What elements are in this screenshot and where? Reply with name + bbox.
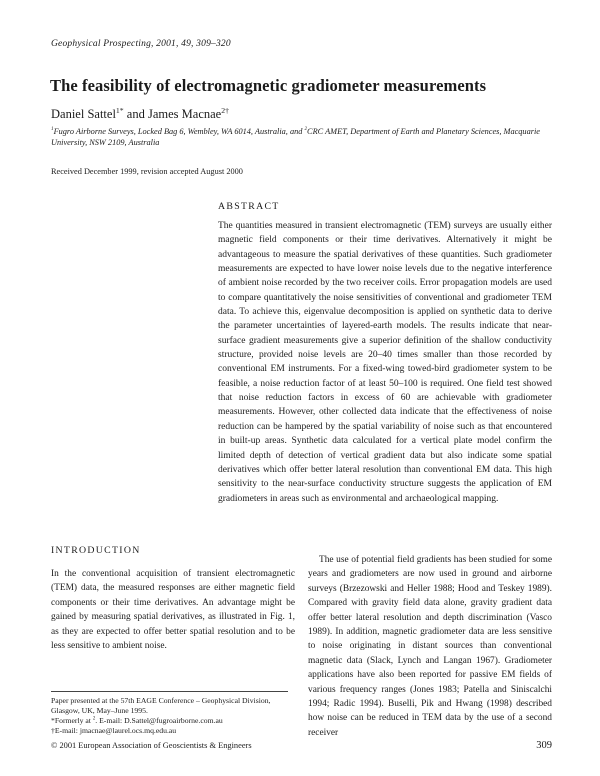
page-footer <box>51 740 552 751</box>
introduction-paragraph-1: In the conventional acquisition of transient electromagnetic (TEM) data, the measured responses are either magnetic field components or their time derivatives. An advantage might be gained by measuring spatial derivatives, as illustrated in Fig. 1, as they are expected to offer better spatial resolution and to be less sensitive to ambient noise. <box>51 569 295 652</box>
authors-joiner: and <box>123 107 148 121</box>
abstract-section <box>218 201 552 506</box>
author-1-name: Daniel Sattel <box>51 107 116 121</box>
authors-line <box>51 107 229 122</box>
footnote-affiliation-mark: 2 <box>92 716 96 722</box>
author-2-affiliation-mark: 2† <box>221 105 229 115</box>
received-dates: Received December 1999, revision accepted August 2000 <box>51 167 243 176</box>
introduction-heading: INTRODUCTION <box>51 545 141 556</box>
footnote-conference: Paper presented at the 57th EAGE Conference – Geophysical Division, Glasgow, UK, May–June 1995. <box>51 696 271 715</box>
page-number: 309 <box>536 740 552 751</box>
affiliation-2-text: CRC AMET, Department of Earth and Planetary Sciences, Macquarie University, NSW 2109, Australia <box>51 127 540 147</box>
footnotes <box>51 691 288 736</box>
affiliation-1-mark: 1 <box>51 126 54 133</box>
journal-citation: Geophysical Prospecting, 2001, 49, 309–320 <box>51 39 231 49</box>
affiliation-1-text: Fugro Airborne Surveys, Locked Bag 6, Wembley, WA 6014, Australia, and <box>53 127 305 136</box>
copyright-notice: © 2001 European Association of Geoscientists & Engineers <box>51 741 252 750</box>
affiliations <box>51 127 553 149</box>
introduction-paragraph-2: The use of potential field gradients has been studied for some years and gradiometers are now used in ground and airborne surveys (Brzezowski and Heller 1988; Hood and Teskey 1989). Compared with gravity field data alone, gravity gradient data offer better lateral resolution and depth discrimination (Vasco 1989). In addition, magnetic gradiometer data are less sensitive to noise originating in distant sources than conventional magnetic data (Slack, Lynch and Langan 1967). Gradiometer applications have also been reported for passive EM fields of various frequency ranges (Jones 1983; Patella and Siniscalchi 1994; Radic 1994). Buselli, Pik and Hwang (1998) described how noise can be reduced in TEM data by the use of a second receiver <box>308 555 552 738</box>
footnote-author-2-email: †E-mail: jmacnae@laurel.ocs.mq.edu.au <box>51 725 177 735</box>
author-2-name: James Macnae <box>147 107 222 121</box>
abstract-heading: ABSTRACT <box>218 201 280 212</box>
page-title: The feasibility of electromagnetic gradiometer measurements <box>50 76 487 95</box>
footnote-author-1-email <box>51 716 288 726</box>
introduction-column-left <box>51 567 295 653</box>
footnote-email-1-text: . E-mail: D.Sattel@fugroairborne.com.au <box>95 715 223 725</box>
footnote-formerly-text: *Formerly at <box>51 715 93 725</box>
affiliation-2-mark: 2 <box>304 126 308 133</box>
author-1-affiliation-mark: 1* <box>115 105 124 115</box>
abstract-text: The quantities measured in transient electromagnetic (TEM) surveys are usually either magnetic field components or their time derivatives. Alternatively it might be advantageous to measure the spatial derivatives of these quantities. Such gradiometer measurements are expected to have lower noise levels due to the negative interference of ambient noise recorded by the two receiver coils. Error propagation models are used to compare quantitatively the noise sensitivities of conventional and gradiometer TEM data. To achieve this, eigenvalue decomposition is applied on synthetic data to derive the parameter uncertainties of layered-earth models. The results indicate that near-surface gradient measurements give a superior definition of the shallow conductivity structure, provided noise levels are 20–40 times smaller than those recorded by conventional EM instruments. For a fixed-wing towed-bird gradiometer system to be feasible, a noise reduction factor of at least 50–100 is required. One field test showed that noise reduction factors in excess of 60 are achievable with gradiometer measurements. However, other collected data indicate that the effectiveness of noise reduction can be hampered by the spatial variability of noise such as that encountered in built-up areas. Synthetic data calculated for a vertical plate model confirm the limited depth of detection of vertical gradient data but also indicate some spatial derivatives which offer better lateral resolution than conventional EM data. This high sensitivity to the near-surface conductivity structure suggests the application of EM gradiometers in areas such as environmental and archaeological mapping. <box>218 221 552 504</box>
introduction-column-right <box>308 553 552 740</box>
